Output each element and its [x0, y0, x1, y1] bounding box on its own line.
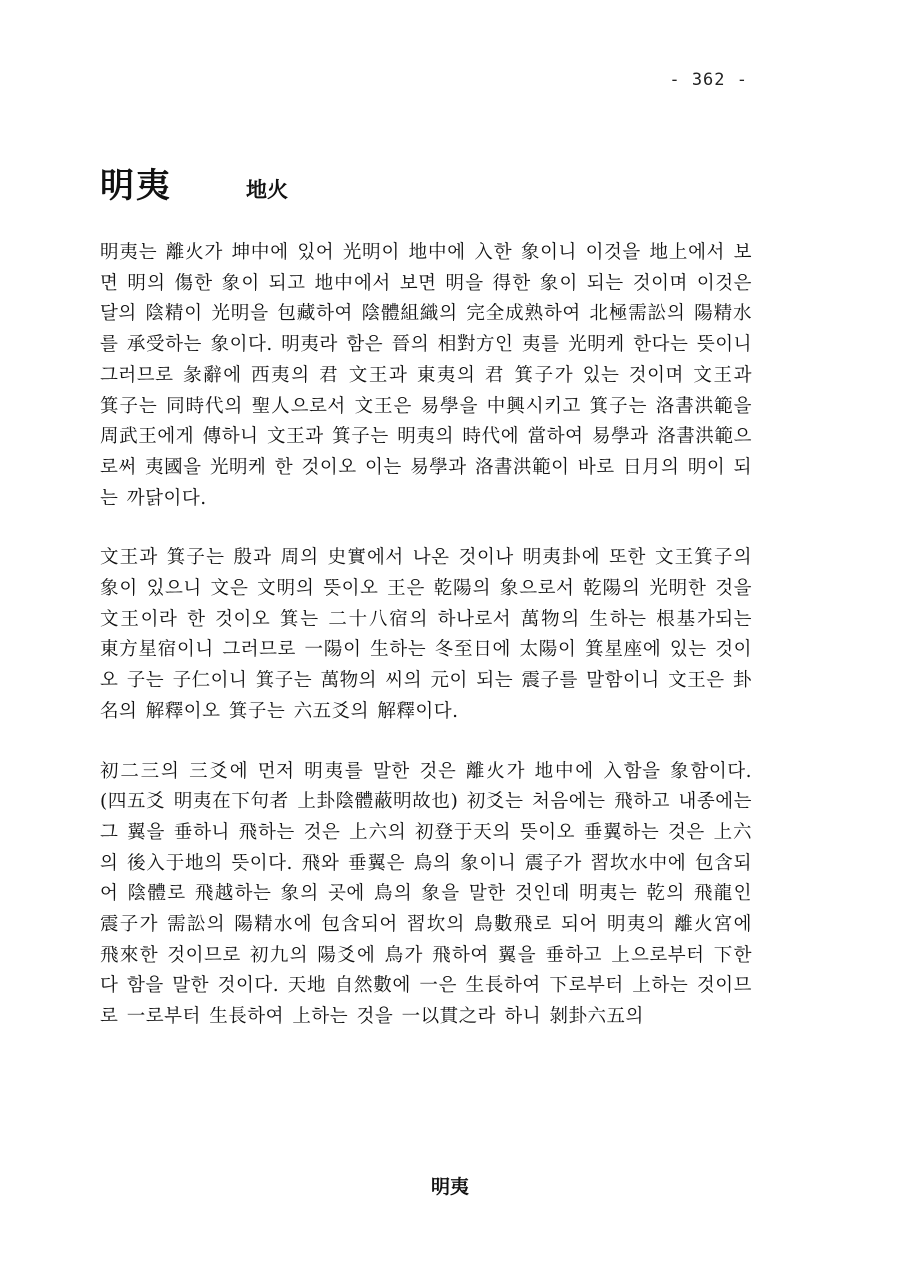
hexagram-subtitle: 地火: [246, 177, 288, 202]
body-text: [100, 238, 752, 1062]
page-footer: 明夷: [430, 1176, 469, 1198]
paragraph: 初二三의 三爻에 먼저 明夷를 말한 것은 離火가 地中에 入함을 象함이다. (四五爻 明夷在下句者 上卦陰體蔽明故也) 初爻는 처음에는 飛하고 내종에는 그 翼을 垂하니 飛하는 것은 上六의 初登于天의 뜻이오 垂翼하는 것은 上六의 後入于地의 뜻이다. 飛와 垂翼은 鳥의 象이니 震子가 習坎水中에 包含되어 陰體로 飛越하는 象의 곳에 鳥의 象을 말한 것인데 明夷는 乾의 飛龍인 震子가 需訟의 陽精水에 包含되어 習坎의 鳥數飛로 되어 明夷의 離火宮에 飛來한 것이므로 初九의 陽爻에 鳥가 飛하여 翼을 垂하고 上으로부터 下한다 함을 말한 것이다. 天地 自然數에 一은 生長하여 下로부터 上하는 것이므로 一로부터 生長하여 上하는 것을 一以貫之라 하니 剝卦六五의: [100, 760, 752, 1028]
paragraph: 明夷는 離火가 坤中에 있어 光明이 地中에 入한 象이니 이것을 地上에서 보면 明의 傷한 象이 되고 地中에서 보면 明을 得한 象이 되는 것이며 이것은 달의 陰精이 光明을 包藏하여 陰體組織의 完全成熟하여 北極需訟의 陽精水를 承受하는 象이다. 明夷라 함은 晉의 相對方인 夷를 光明케 한다는 뜻이니 그러므로 彖辭에 西夷의 君 文王과 東夷의 君 箕子가 있는 것이며 文王과 箕子는 同時代의 聖人으로서 文王은 易學을 中興시키고 箕子는 洛書洪範을 周武王에게 傳하니 文王과 箕子는 明夷의 時代에 當하여 易學과 洛書洪範으로써 夷國을 光明케 한 것이오 이는 易學과 洛書洪範이 바로 日月의 明이 되는 까닭이다.: [100, 242, 752, 509]
paragraph: 文王과 箕子는 殷과 周의 史實에서 나온 것이나 明夷卦에 또한 文王箕子의 象이 있으니 文은 文明의 뜻이오 王은 乾陽의 象으로서 乾陽의 光明한 것을 文王이라 한 것이오 箕는 二十八宿의 하나로서 萬物의 生하는 根基가되는 東方星宿이니 그러므로 一陽이 生하는 冬至日에 太陽이 箕星座에 있는 것이오 子는 子仁이니 箕子는 萬物의 씨의 元이 되는 震子를 말함이니 文王은 卦名의 解釋이오 箕子는 六五爻의 解釋이다.: [100, 547, 752, 722]
page-number: - 362 -: [669, 70, 748, 90]
section-header: [100, 158, 288, 207]
hexagram-title: 明夷: [100, 166, 172, 206]
